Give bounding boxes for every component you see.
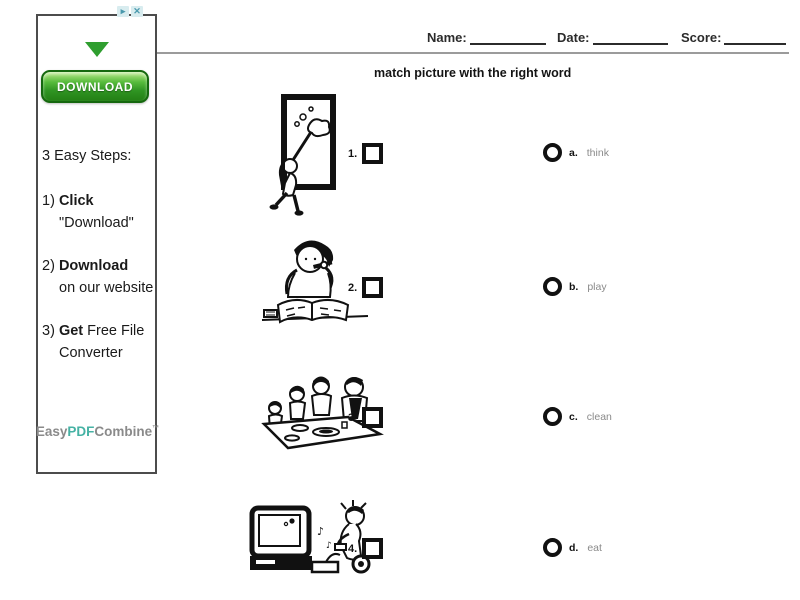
question-row-3 bbox=[348, 407, 383, 428]
header-divider bbox=[157, 52, 789, 54]
name-blank-line bbox=[470, 30, 546, 45]
close-icon[interactable]: ✕ bbox=[131, 6, 143, 17]
question-number: 2. bbox=[348, 281, 358, 294]
option-letter: b. bbox=[569, 280, 579, 293]
svg-text:♪: ♪ bbox=[326, 541, 332, 551]
brand-combine: Combine bbox=[94, 424, 153, 439]
picture-girl-cleaning-window bbox=[263, 93, 343, 226]
name-label: Name: bbox=[427, 30, 467, 45]
step-keyword: Download bbox=[58, 258, 129, 274]
option-word: clean bbox=[586, 410, 612, 423]
question-number: 4. bbox=[348, 542, 358, 555]
question-number: 3. bbox=[348, 411, 358, 424]
download-button[interactable]: DOWNLOAD bbox=[41, 70, 149, 103]
question-number: 1. bbox=[348, 147, 358, 160]
answer-box-2 bbox=[362, 277, 383, 298]
date-blank-line bbox=[593, 30, 668, 45]
answer-box-4 bbox=[362, 538, 383, 559]
step-prefix: 3) bbox=[42, 323, 55, 339]
option-row-d bbox=[543, 538, 602, 557]
ad-steps-heading: 3 Easy Steps: bbox=[42, 148, 132, 164]
option-row-a bbox=[543, 143, 609, 162]
option-row-b bbox=[543, 277, 607, 296]
score-blank-line bbox=[724, 30, 786, 45]
option-word: think bbox=[586, 146, 609, 159]
answer-box-1 bbox=[362, 143, 383, 164]
worksheet-title: match picture with the right word bbox=[374, 66, 572, 80]
option-row-c bbox=[543, 407, 612, 426]
question-row-1 bbox=[348, 143, 383, 164]
option-word: play bbox=[587, 280, 607, 293]
brand-pdf: PDF bbox=[67, 424, 95, 439]
option-letter: c. bbox=[569, 410, 578, 423]
option-word: eat bbox=[587, 541, 602, 554]
option-circle-a bbox=[543, 143, 562, 162]
date-label: Date: bbox=[557, 30, 590, 45]
option-letter: a. bbox=[569, 146, 578, 159]
option-circle-b bbox=[543, 277, 562, 296]
step-after: Free File bbox=[83, 323, 145, 339]
ad-step-2 bbox=[42, 255, 153, 299]
ad-controls bbox=[117, 6, 143, 17]
step-keyword: Get bbox=[58, 323, 84, 339]
score-label: Score: bbox=[681, 30, 722, 45]
step-keyword: Click bbox=[58, 193, 94, 209]
option-circle-c bbox=[543, 407, 562, 426]
step-prefix: 2) bbox=[42, 258, 55, 274]
date-field bbox=[557, 30, 668, 45]
option-letter: d. bbox=[569, 541, 579, 554]
step-prefix: 1) bbox=[42, 193, 55, 209]
brand-easy: Easy bbox=[35, 424, 68, 439]
answer-box-3 bbox=[362, 407, 383, 428]
ad-panel bbox=[35, 14, 160, 474]
name-field bbox=[427, 30, 546, 45]
easypdfcombine-logo[interactable] bbox=[35, 424, 160, 439]
score-field bbox=[681, 30, 786, 45]
ad-step-3 bbox=[42, 320, 144, 364]
step-line2: on our website bbox=[59, 280, 154, 296]
svg-text:♪: ♪ bbox=[317, 525, 325, 538]
step-line2: "Download" bbox=[59, 215, 134, 231]
ad-step-1 bbox=[42, 190, 134, 234]
question-row-2 bbox=[348, 277, 383, 298]
step-line2: Converter bbox=[59, 345, 123, 361]
adchoices-icon[interactable]: ▸ bbox=[117, 6, 129, 17]
option-circle-d bbox=[543, 538, 562, 557]
question-row-4 bbox=[348, 538, 383, 559]
down-arrow-icon bbox=[85, 42, 109, 57]
brand-trademark: ™ bbox=[152, 425, 160, 432]
